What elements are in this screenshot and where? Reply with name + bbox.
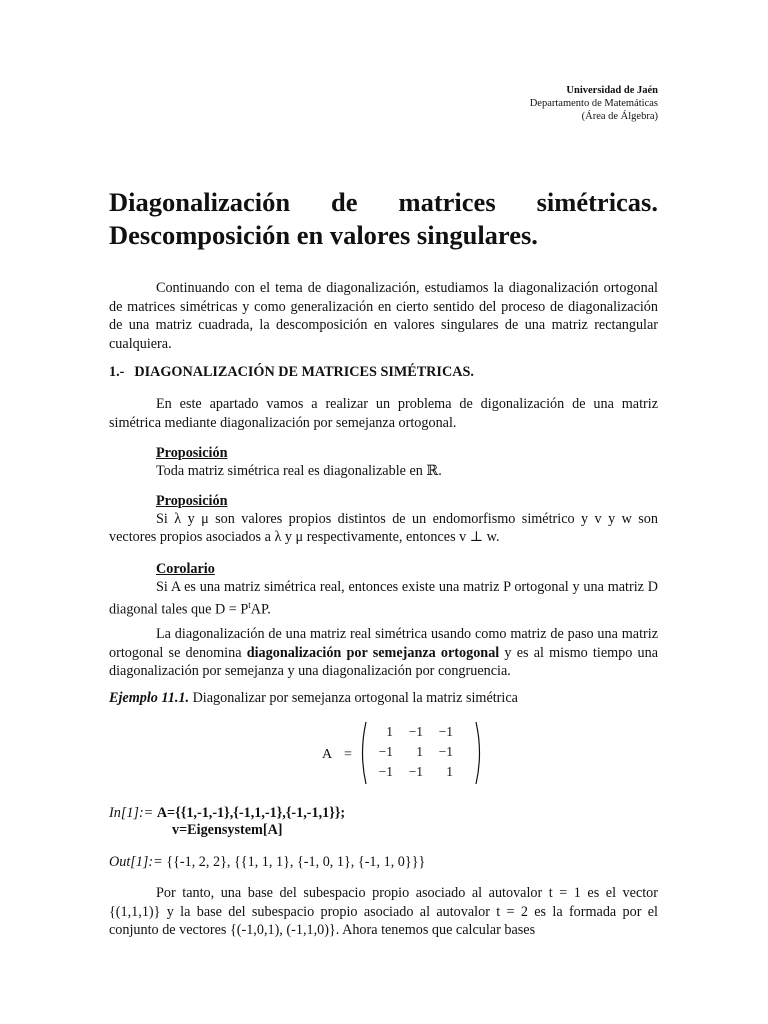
intro-paragraph: Continuando con el tema de diagonalización, estudiamos la diagonalización ortogonal de matrices simétricas y como generalización en cierto sentido del proceso de diagonalización de una matriz cuadrada, la descomposición en valores singulares de una matriz rectangular cualquiera.	[109, 280, 658, 352]
section-heading	[109, 364, 474, 381]
matrix-cell: −1	[438, 744, 453, 759]
proposition-2	[109, 492, 658, 546]
corollary-heading: Corolario	[156, 561, 215, 577]
matrix-cell: 1	[446, 764, 453, 779]
section-intro-paragraph: En este apartado vamos a realizar un problema de digonalización de una matriz simétrica mediante diagonalización por semejanza ortogonal.	[109, 396, 658, 431]
matrix-cell: −1	[408, 724, 423, 739]
definition-paragraph	[109, 625, 658, 681]
example-label: Ejemplo 11.1.	[109, 690, 190, 706]
institution-header	[530, 84, 658, 123]
definition-text-start: La diagonalización de una matriz real simétrica usando como matriz de paso una matriz ortogonal se denomina	[109, 626, 658, 661]
output-text: {{-1, 2, 2}, {{1, 1, 1}, {-1, 0, 1}, {-1, 1, 0}}}	[166, 854, 426, 870]
page-title	[109, 186, 658, 252]
matrix-cell: −1	[378, 744, 393, 759]
mathematica-input	[109, 805, 345, 839]
definition-term: diagonalización por semejanza ortogonal	[246, 644, 500, 661]
input-line-2: v=Eigensystem[A]	[172, 822, 283, 838]
proposition-1-heading: Proposición	[156, 445, 228, 461]
matrix-cell: 1	[386, 724, 393, 739]
matrix-cell: −1	[408, 764, 423, 779]
matrix-equals: =	[344, 747, 352, 762]
example-statement	[109, 690, 518, 707]
proposition-1-text: Toda matriz simétrica real es diagonalizable en ℝ.	[156, 463, 442, 479]
matrix-cell: −1	[438, 724, 453, 739]
corollary-text-start: Si A es una matriz simétrica real, entonces existe una matriz P ortogonal y una matriz D diagonal tales que D = P	[109, 579, 658, 618]
corollary-text	[109, 578, 658, 619]
proposition-1	[156, 444, 658, 480]
corollary-text-end: AP.	[250, 601, 271, 618]
input-prompt: In[1]:=	[109, 805, 154, 821]
area-name: (Área de Álgebra)	[581, 111, 658, 122]
section-number: 1.-	[109, 364, 125, 380]
closing-paragraph: Por tanto, una base del subespacio propio asociado al autovalor t = 1 es el vector {(1,1,1)} y la base del subespacio propio asociado al autovalor t = 2 es la formada por el conjunto de vectores {(-1,0,1), (-1,1,0)}. Ahora tenemos que calcular bases	[109, 885, 658, 938]
corollary	[109, 560, 658, 619]
input-line-1: A={{1,-1,-1},{-1,1,-1},{-1,-1,1}};	[156, 805, 346, 821]
example-text: Diagonalizar por semejanza ortogonal la matriz simétrica	[189, 690, 518, 706]
mathematica-output	[109, 854, 425, 871]
left-bracket	[363, 722, 367, 784]
proposition-2-text: Si λ y μ son valores propios distintos de un endomorfismo simétrico y v y w son vectores propios asociados a λ y μ respectivamente, entonces v ⊥ w.	[109, 511, 658, 545]
right-bracket	[476, 722, 480, 784]
matrix-entries	[367, 724, 457, 784]
university-name: Universidad de Jaén	[566, 85, 658, 96]
proposition-2-heading: Proposición	[156, 493, 228, 509]
matrix-name: A	[322, 747, 333, 762]
matrix-cell: 1	[416, 744, 423, 759]
definition-text-end: y es al mismo tiempo una diagonalización por semejanza y una diagonalización por congruencia.	[109, 644, 659, 679]
department-name: Departamento de Matemáticas	[529, 98, 658, 109]
transpose-superscript: t	[248, 600, 251, 610]
matrix-cell: −1	[378, 764, 393, 779]
title-line-1: Diagonalización de matrices simétricas.	[109, 187, 658, 217]
output-prompt: Out[1]:=	[109, 854, 163, 870]
title-line-2: Descomposición en valores singulares.	[109, 220, 538, 250]
section-title: DIAGONALIZACIÓN DE MATRICES SIMÉTRICAS.	[134, 364, 474, 380]
